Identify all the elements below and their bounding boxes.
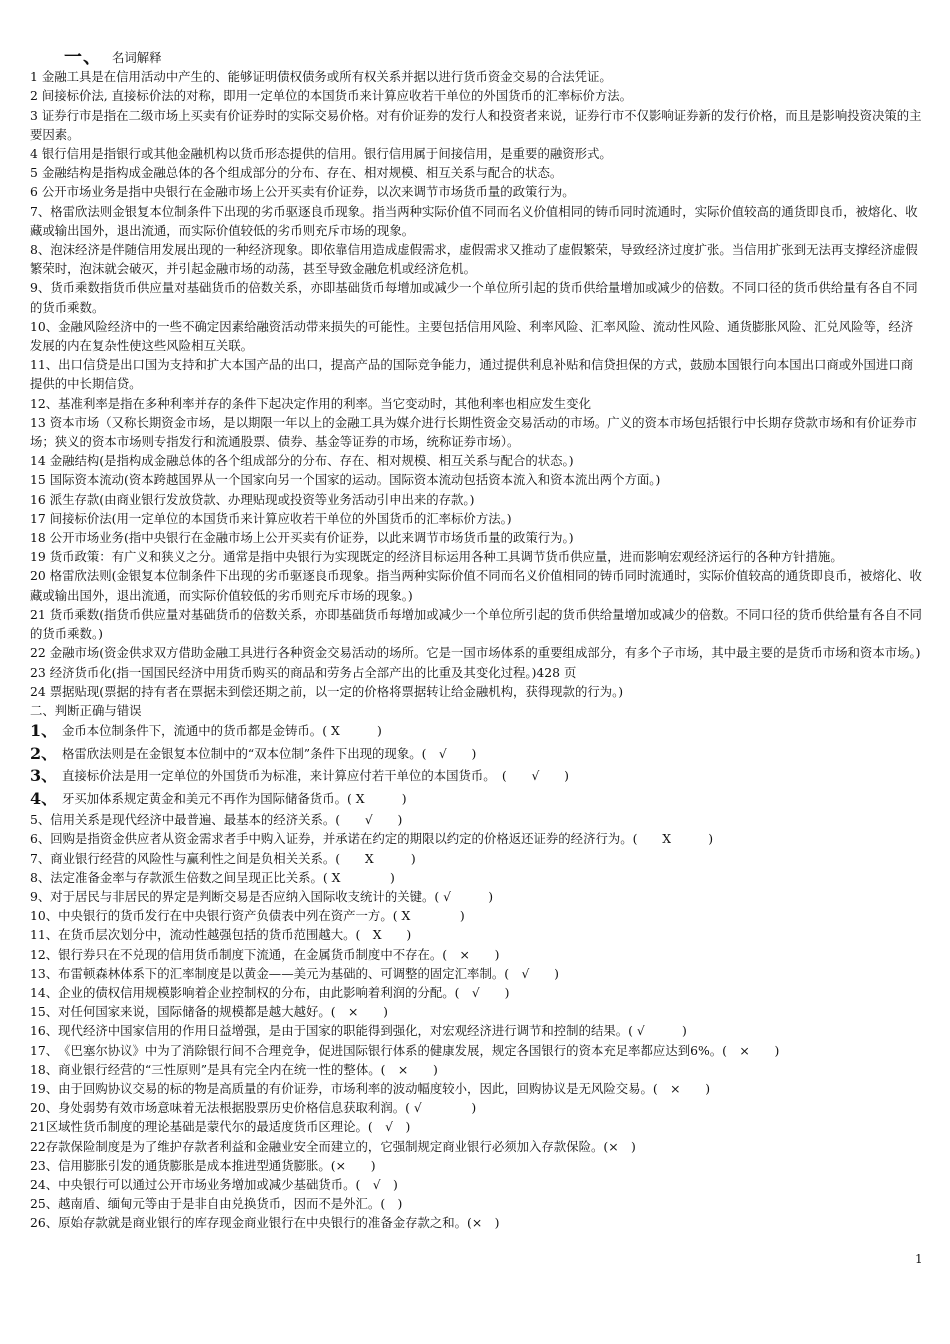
item-number: 4、: [30, 788, 58, 808]
list-item: [30, 887, 925, 906]
section-heading-terms: [30, 48, 925, 67]
list-item: [30, 1156, 925, 1175]
term-item: 2 间接标价法, 直接标价法的对称，即用一定单位的本国货币来计算应收若干单位的外国货币的汇率标价方法。: [30, 88, 633, 104]
term-item: 5 金融结构是指构成金融总体的各个组成部分的分布、存在、相对规模、相互关系与配合的状态。: [30, 165, 563, 181]
item-number: 3、: [30, 766, 58, 786]
item-text: 商业银行经营的风险性与赢利性之间是负相关关系。( X ): [50, 850, 416, 866]
term-item: 11、出口信贷是出口国为支持和扩大本国产品的出口，提高产品的国际竞争能力，通过提供利息补贴和信贷担保的方式，鼓励本国银行向本国出口商或外国进口商提供的中长期信贷。: [30, 357, 914, 392]
item-text: 中央银行可以通过公开市场业务增加或减少基础货币。( √ ): [58, 1176, 398, 1192]
item-number: 9、: [30, 888, 51, 904]
item-number: 25、: [30, 1196, 59, 1212]
term-item: 10、金融风险经济中的一些不确定因素给融资活动带来损失的可能性。主要包括信用风险、利率风险、汇率风险、流动性风险、通货膨胀风险、汇兑风险等，经济发展的内在复杂性使这些风险相互关联。: [30, 318, 914, 354]
term-item: 21 货币乘数(指货币供应量对基础货币的倍数关系，亦即基础货币每增加或减少一个单位所引起的货币供给量增加或减少的倍数。不同口径的货币供给量有各自不同的货币乘数。): [30, 606, 922, 642]
item-number: 26、: [30, 1215, 59, 1231]
item-number: 2、: [30, 743, 58, 763]
list-item: [30, 1002, 925, 1021]
list-item: [30, 983, 925, 1002]
item-text: 越南盾、缅甸元等由于是非自由兑换货币，因而不是外汇。( ): [58, 1196, 403, 1212]
term-item: 8、泡沫经济是伴随信用发展出现的一种经济现象。即依靠信用造成虚假需求，虚假需求又推动了虚假繁荣，导致经济过度扩张。当信用扩张到无法再支撑经济虚假繁荣时，泡沫就会破灭，并引起金融市场的动荡，甚至导致金融危机或经济危机。: [30, 242, 918, 277]
term-item: 4 银行信用是指银行或其他金融机构以货币形态提供的信用。银行信用属于间接信用，是重要的融资形式。: [30, 146, 612, 162]
item-number: 12、: [30, 946, 59, 962]
term-item: 22 金融市场(资金供求双方借助金融工具进行各种资金交易活动的场所。它是一国市场体系的重要组成部分，有多个子市场，其中最主要的是货币市场和资本市场。): [30, 645, 921, 661]
section-number: 一、: [64, 47, 102, 68]
list-item: [30, 1137, 925, 1156]
list-item: [30, 1021, 925, 1040]
page-number: 1: [915, 1252, 923, 1266]
item-number: 6、: [30, 831, 51, 847]
item-text: 金币本位制条件下，流通中的货币都是金铸币。( X ): [62, 723, 382, 739]
term-item: 23 经济货币化(指一国国民经济中用货币购买的商品和劳务占全部产出的比重及其变化过程。)428 页: [30, 664, 577, 680]
item-text: 《巴塞尔协议》中为了消除银行间不合理竞争，促进国际银行体系的健康发展，规定各国银行的资本充足率都应达到6%。( × ): [58, 1042, 780, 1058]
term-item: 6 公开市场业务是指中央银行在金融市场上公开买卖有价证券，以次来调节市场货币量的政策行为。: [30, 184, 575, 200]
term-item: 19 货币政策：有广义和狭义之分。通常是指中央银行为实现既定的经济目标运用各种工具调节货币供应量，进而影响宏观经济运行的各种方针措施。: [30, 549, 843, 565]
list-item: [30, 1213, 925, 1232]
term-item: 12、基准利率是指在多种利率并存的条件下起决定作用的利率。当它变动时，其他利率也相应发生变化: [30, 395, 591, 411]
item-text: 牙买加体系规定黄金和美元不再作为国际储备货币。( X ): [62, 790, 407, 806]
term-item: 20 格雷欣法则(金银复本位制条件下出现的劣币驱逐良币现象。指当两种实际价值不同而名义价值相同的铸币同时流通时，实际价值较高的通货即良币，被熔化、收藏或输出国外，退出流通，而实际价值较低的劣币则充斥市场的现象。): [30, 568, 922, 603]
item-text: 企业的债权信用规模影响着企业控制权的分布，由此影响着利润的分配。( √ ): [58, 984, 510, 1000]
term-item: 9、货币乘数指货币供应量对基础货币的倍数关系，亦即基础货币每增加或减少一个单位所引起的货币供给量增加或减少的倍数。不同口径的货币供给量有各自不同的货币乘数。: [30, 280, 918, 315]
item-number: 10、: [30, 908, 59, 924]
item-number: 21: [30, 1119, 46, 1135]
list-item: [30, 1041, 925, 1060]
item-number: 19、: [30, 1080, 59, 1096]
item-text: 身处弱势有效市场意味着无法根据股票历史价格信息获取利润。( √ ): [58, 1100, 477, 1116]
term-item: 14 金融结构(是指构成金融总体的各个组成部分的分布、存在、相对规模、相互关系与配合的状态。): [30, 453, 574, 469]
item-number: 24、: [30, 1176, 59, 1192]
item-text: 银行券只在不兑现的信用货币制度下流通，在金属货币制度中不存在。( × ): [58, 946, 500, 962]
term-item: 18 公开市场业务(指中央银行在金融市场上公开买卖有价证券，以此来调节市场货币量的政策行为。): [30, 530, 574, 546]
item-text: 由于回购协议交易的标的物是高质量的有价证券，市场利率的波动幅度较小，因此，回购协议是无风险交易。( × ): [58, 1080, 711, 1096]
item-number: 7、: [30, 850, 51, 866]
item-text: 对任何国家来说，国际储备的规模都是越大越好。( × ): [58, 1004, 388, 1020]
list-item: [30, 1098, 925, 1117]
item-text: 区域性货币制度的理论基础是蒙代尔的最适度货币区理论。( √ ): [45, 1119, 411, 1135]
section-title: 名词解释: [112, 50, 162, 65]
item-number: 20、: [30, 1100, 59, 1116]
item-number: 23、: [30, 1157, 59, 1173]
item-text: 原始存款就是商业银行的库存现金商业银行在中央银行的准备金存款之和。(× ): [58, 1215, 500, 1231]
item-text: 信用关系是现代经济中最普遍、最基本的经济关系。( √ ): [50, 812, 403, 828]
item-text: 在货币层次划分中，流动性越强包括的货币范围越大。( X ): [58, 927, 412, 943]
item-number: 13、: [30, 965, 59, 981]
item-number: 14、: [30, 984, 59, 1000]
list-item: [30, 868, 925, 887]
item-text: 中央银行的货币发行在中央银行资产负债表中列在资产一方。( X ): [58, 908, 465, 924]
list-item: [30, 1175, 925, 1194]
item-text: 对于居民与非居民的界定是判断交易是否应纳入国际收支统计的关键。( √ ): [50, 888, 494, 904]
item-text: 存款保险制度是为了维护存款者利益和金融业安全而建立的，它强制规定商业银行必须加入存款保险。(× ): [45, 1138, 636, 1154]
item-number: 18、: [30, 1061, 59, 1077]
item-number: 5、: [30, 812, 51, 828]
document-body: [30, 48, 925, 1233]
list-item: [30, 743, 925, 766]
list-item: [30, 829, 925, 848]
term-item: 7、格雷欣法则金银复本位制条件下出现的劣币驱逐良币现象。指当两种实际价值不同而名义价值相同的铸币同时流通时，实际价值较高的通货即良币，被熔化、收藏或输出国外，退出流通，而实际价值较低的劣币则充斥市场的现象。: [30, 203, 918, 238]
term-item: 13 资本市场（又称长期资金市场，是以期限一年以上的金融工具为媒介进行长期性资金交易活动的市场。广义的资本市场包括银行中长期存贷款市场和有价证券市场；狭义的资本市场则专指发行和流通股票、债券、基金等证券的市场，统称证券市场）。: [30, 414, 918, 450]
term-item: 16 派生存款(由商业银行发放贷款、办理贴现或投资等业务活动引申出来的存款。): [30, 491, 475, 507]
term-item: 1 金融工具是在信用活动中产生的、能够证明债权债务或所有权关系并据以进行货币资金交易的合法凭证。: [30, 69, 612, 85]
term-item: 3 证券行市是指在二级市场上买卖有价证券时的实际交易价格。对有价证券的发行人和投资者来说，证券行市不仅影响证券新的发行价格，而且是影响投资决策的主要因素。: [30, 107, 922, 142]
item-number: 11、: [30, 927, 59, 943]
list-item: [30, 906, 925, 925]
item-text: 现代经济中国家信用的作用日益增强，是由于国家的职能得到强化，对宏观经济进行调节和控制的结果。( √ ): [58, 1023, 687, 1039]
item-text: 法定准备金率与存款派生倍数之间呈现正比关系。( X ): [50, 869, 395, 885]
true-false-list: [30, 720, 925, 1232]
list-item: [30, 1194, 925, 1213]
list-item: [30, 945, 925, 964]
term-item: 15 国际资本流动(资本跨越国界从一个国家向另一个国家的运动。国际资本流动包括资本流入和资本流出两个方面。): [30, 472, 661, 488]
list-item: [30, 720, 925, 743]
term-list: [30, 67, 925, 701]
term-item: 17 间接标价法(用一定单位的本国货币来计算应收若干单位的外国货币的汇率标价方法。): [30, 510, 512, 526]
item-number: 17、: [30, 1042, 59, 1058]
item-number: 1、: [30, 721, 58, 741]
item-number: 22: [30, 1138, 46, 1154]
list-item: [30, 1079, 925, 1098]
item-text: 直接标价法是用一定单位的外国货币为标准，来计算应付若干单位的本国货币。 ( √ ): [62, 768, 569, 784]
item-text: 信用膨胀引发的通货膨胀是成本推进型通货膨胀。(× ): [58, 1157, 376, 1173]
list-item: [30, 1060, 925, 1079]
item-number: 8、: [30, 869, 51, 885]
list-item: [30, 849, 925, 868]
item-text: 商业银行经营的“三性原则”是具有完全内在统一性的整体。( × ): [58, 1061, 438, 1077]
list-item: [30, 788, 925, 811]
list-item: [30, 765, 925, 788]
list-item: [30, 964, 925, 983]
list-item: [30, 810, 925, 829]
term-item: 24 票据贴现(票据的持有者在票据未到偿还期之前，以一定的价格将票据转让给金融机构，获得现款的行为。): [30, 683, 624, 699]
list-item: [30, 1117, 925, 1136]
section-heading-true-false: 二、判断正确与错误: [30, 702, 142, 718]
list-item: [30, 925, 925, 944]
item-text: 布雷顿森林体系下的汇率制度是以黄金——美元为基础的、可调整的固定汇率制。( √ ): [58, 965, 559, 981]
item-text: 格雷欣法则是在金银复本位制中的“双本位制”条件下出现的现象。( √ ): [62, 745, 477, 761]
item-text: 回购是指资金供应者从资金需求者手中购入证券，并承诺在约定的期限以约定的价格返还证券的经济行为。( X ): [50, 831, 714, 847]
item-number: 16、: [30, 1023, 59, 1039]
item-number: 15、: [30, 1004, 59, 1020]
